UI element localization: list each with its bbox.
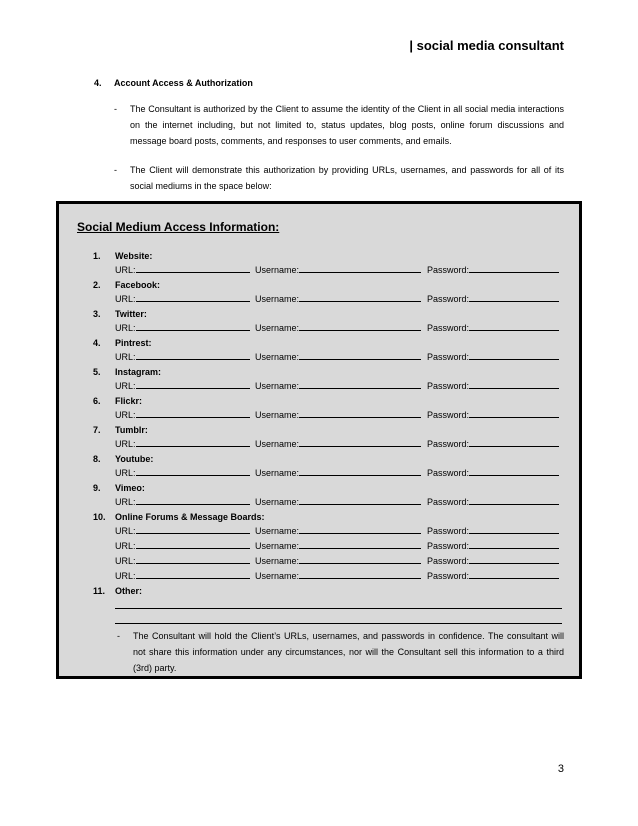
- url-blank-line[interactable]: [136, 292, 250, 302]
- url-blank-line[interactable]: [136, 524, 250, 534]
- url-field[interactable]: [115, 539, 136, 554]
- url-blank-line[interactable]: [136, 539, 250, 549]
- password-field[interactable]: [427, 554, 469, 569]
- page-number: 3: [557, 763, 564, 775]
- url-blank-line[interactable]: [136, 554, 250, 564]
- medium-heading: [59, 278, 579, 292]
- username-label: Username:: [255, 526, 300, 536]
- url-field[interactable]: [115, 321, 136, 336]
- password-label: Password:: [427, 294, 470, 304]
- password-label: Password:: [427, 265, 470, 275]
- username-blank-line[interactable]: [299, 350, 421, 360]
- password-field[interactable]: [427, 466, 469, 481]
- url-blank-line[interactable]: [136, 437, 250, 447]
- username-field[interactable]: [255, 495, 299, 510]
- username-blank-line[interactable]: [299, 554, 421, 564]
- username-field[interactable]: [255, 554, 299, 569]
- url-label: URL:: [115, 381, 136, 391]
- username-label: Username:: [255, 410, 300, 420]
- url-label: URL:: [115, 526, 136, 536]
- credential-row: [59, 263, 579, 278]
- url-field[interactable]: [115, 437, 136, 452]
- username-field[interactable]: [255, 292, 299, 307]
- url-label: URL:: [115, 556, 136, 566]
- medium-name: Tumblr:: [115, 425, 148, 435]
- medium-heading: [59, 249, 579, 263]
- section-title: Account Access & Authorization: [114, 78, 253, 88]
- password-blank-line[interactable]: [469, 321, 559, 331]
- password-blank-line[interactable]: [469, 495, 559, 505]
- username-label: Username:: [255, 294, 300, 304]
- url-field[interactable]: [115, 495, 136, 510]
- section-number: 4.: [94, 78, 102, 88]
- bullet-text: The Consultant is authorized by the Client to assume the identity of the Client in all social media interactions on the internet including, but not limited to, status updates, blog posts, online forum discussions and message board posts, comments, and responses to user comments, and emails.: [130, 104, 564, 146]
- password-blank-line[interactable]: [469, 263, 559, 273]
- medium-name: Other:: [115, 586, 142, 596]
- url-field[interactable]: [115, 569, 136, 584]
- medium-number: 10.: [93, 512, 106, 522]
- password-label: Password:: [427, 439, 470, 449]
- password-blank-line[interactable]: [469, 554, 559, 564]
- credential-row: [59, 554, 579, 569]
- medium-heading: [59, 336, 579, 350]
- username-blank-line[interactable]: [299, 539, 421, 549]
- username-field[interactable]: [255, 379, 299, 394]
- bullet-text: The Client will demonstrate this authorization by providing URLs, usernames, and passwords for all of its social mediums in the space below:: [130, 165, 564, 191]
- username-blank-line[interactable]: [299, 379, 421, 389]
- url-field[interactable]: [115, 263, 136, 278]
- username-blank-line[interactable]: [299, 466, 421, 476]
- username-blank-line[interactable]: [299, 292, 421, 302]
- password-label: Password:: [427, 571, 470, 581]
- username-field[interactable]: [255, 321, 299, 336]
- username-label: Username:: [255, 265, 300, 275]
- username-label: Username:: [255, 323, 300, 333]
- password-label: Password:: [427, 556, 470, 566]
- url-label: URL:: [115, 541, 136, 551]
- url-blank-line[interactable]: [136, 408, 250, 418]
- username-label: Username:: [255, 497, 300, 507]
- medium-number: 3.: [93, 309, 101, 319]
- credential-row: [59, 524, 579, 539]
- url-label: URL:: [115, 439, 136, 449]
- medium-number: 6.: [93, 396, 101, 406]
- medium-heading: [59, 423, 579, 437]
- url-blank-line[interactable]: [136, 263, 250, 273]
- note-dash: -: [117, 631, 120, 641]
- username-field[interactable]: [255, 408, 299, 423]
- url-blank-line[interactable]: [136, 379, 250, 389]
- medium-number: 9.: [93, 483, 101, 493]
- medium-number: 1.: [93, 251, 101, 261]
- bullet-demonstration: [114, 162, 564, 194]
- bullet-dash: -: [114, 104, 117, 114]
- username-field[interactable]: [255, 437, 299, 452]
- username-blank-line[interactable]: [299, 408, 421, 418]
- medium-heading: [59, 452, 579, 466]
- username-field[interactable]: [255, 539, 299, 554]
- password-blank-line[interactable]: [469, 379, 559, 389]
- url-field[interactable]: [115, 466, 136, 481]
- url-label: URL:: [115, 352, 136, 362]
- other-blank-line[interactable]: [59, 598, 579, 613]
- password-field[interactable]: [427, 495, 469, 510]
- other-heading: [59, 584, 579, 598]
- username-blank-line[interactable]: [299, 495, 421, 505]
- url-field[interactable]: [115, 554, 136, 569]
- bullet-authorization: [114, 101, 564, 149]
- medium-heading: [59, 510, 579, 524]
- medium-name: Pintrest:: [115, 338, 152, 348]
- medium-heading: [59, 394, 579, 408]
- page-header: | social media consultant: [409, 38, 564, 53]
- username-label: Username:: [255, 541, 300, 551]
- password-label: Password:: [427, 323, 470, 333]
- password-blank-line[interactable]: [469, 408, 559, 418]
- password-field[interactable]: [427, 379, 469, 394]
- password-label: Password:: [427, 410, 470, 420]
- url-blank-line[interactable]: [136, 321, 250, 331]
- url-label: URL:: [115, 571, 136, 581]
- url-label: URL:: [115, 294, 136, 304]
- confidentiality-note: [59, 628, 579, 676]
- medium-name: Instagram:: [115, 367, 162, 377]
- password-blank-line[interactable]: [469, 292, 559, 302]
- url-blank-line[interactable]: [136, 350, 250, 360]
- url-blank-line[interactable]: [136, 466, 250, 476]
- password-blank-line[interactable]: [469, 524, 559, 534]
- medium-heading: [59, 307, 579, 321]
- medium-name: Website:: [115, 251, 153, 261]
- username-label: Username:: [255, 556, 300, 566]
- username-blank-line[interactable]: [299, 437, 421, 447]
- medium-heading: [59, 481, 579, 495]
- medium-name: Flickr:: [115, 396, 143, 406]
- username-label: Username:: [255, 468, 300, 478]
- access-information-box: [56, 201, 582, 679]
- box-title: Social Medium Access Information:: [77, 220, 280, 234]
- other-blank-line[interactable]: [59, 613, 579, 628]
- username-label: Username:: [255, 381, 300, 391]
- medium-number: 5.: [93, 367, 101, 377]
- username-field[interactable]: [255, 569, 299, 584]
- username-blank-line[interactable]: [299, 263, 421, 273]
- password-field[interactable]: [427, 350, 469, 365]
- username-label: Username:: [255, 439, 300, 449]
- username-field[interactable]: [255, 524, 299, 539]
- medium-name: Facebook:: [115, 280, 161, 290]
- password-label: Password:: [427, 497, 470, 507]
- password-field[interactable]: [427, 524, 469, 539]
- password-field[interactable]: [427, 292, 469, 307]
- credential-row: [59, 292, 579, 307]
- username-blank-line[interactable]: [299, 524, 421, 534]
- note-text: The Consultant will hold the Client’s URLs, usernames, and passwords in confidence. The consultant will not share this information under any circumstances, nor will the Consultant sell this information to a third (3rd) party.: [133, 631, 564, 673]
- medium-name: Online Forums & Message Boards:: [115, 512, 265, 522]
- password-field[interactable]: [427, 437, 469, 452]
- username-blank-line[interactable]: [299, 321, 421, 331]
- url-field[interactable]: [115, 350, 136, 365]
- url-blank-line[interactable]: [136, 495, 250, 505]
- bullet-dash: -: [114, 165, 117, 175]
- password-field[interactable]: [427, 569, 469, 584]
- username-label: Username:: [255, 571, 300, 581]
- credential-row: [59, 466, 579, 481]
- medium-number: 4.: [93, 338, 101, 348]
- password-blank-line[interactable]: [469, 350, 559, 360]
- password-blank-line[interactable]: [469, 569, 559, 579]
- credential-row: [59, 379, 579, 394]
- url-field[interactable]: [115, 292, 136, 307]
- credential-row: [59, 437, 579, 452]
- credential-row: [59, 350, 579, 365]
- url-field[interactable]: [115, 379, 136, 394]
- url-field[interactable]: [115, 524, 136, 539]
- medium-number: 7.: [93, 425, 101, 435]
- username-field[interactable]: [255, 466, 299, 481]
- credential-row: [59, 539, 579, 554]
- password-field[interactable]: [427, 539, 469, 554]
- medium-number: 11.: [93, 586, 106, 596]
- credential-row: [59, 408, 579, 423]
- password-label: Password:: [427, 352, 470, 362]
- password-blank-line[interactable]: [469, 437, 559, 447]
- medium-heading: [59, 365, 579, 379]
- password-label: Password:: [427, 468, 470, 478]
- password-label: Password:: [427, 541, 470, 551]
- username-blank-line[interactable]: [299, 569, 421, 579]
- username-field[interactable]: [255, 263, 299, 278]
- password-blank-line[interactable]: [469, 466, 559, 476]
- medium-name: Youtube:: [115, 454, 154, 464]
- url-field[interactable]: [115, 408, 136, 423]
- url-label: URL:: [115, 497, 136, 507]
- username-field[interactable]: [255, 350, 299, 365]
- credential-row: [59, 569, 579, 584]
- url-label: URL:: [115, 468, 136, 478]
- medium-number: 8.: [93, 454, 101, 464]
- url-label: URL:: [115, 410, 136, 420]
- credential-row: [59, 495, 579, 510]
- url-label: URL:: [115, 265, 136, 275]
- url-label: URL:: [115, 323, 136, 333]
- password-field[interactable]: [427, 408, 469, 423]
- url-blank-line[interactable]: [136, 569, 250, 579]
- password-blank-line[interactable]: [469, 539, 559, 549]
- medium-number: 2.: [93, 280, 101, 290]
- password-label: Password:: [427, 526, 470, 536]
- password-field[interactable]: [427, 321, 469, 336]
- medium-name: Twitter:: [115, 309, 147, 319]
- access-list: [59, 249, 579, 676]
- credential-row: [59, 321, 579, 336]
- section-heading: [94, 78, 253, 88]
- username-label: Username:: [255, 352, 300, 362]
- password-field[interactable]: [427, 263, 469, 278]
- medium-name: Vimeo:: [115, 483, 145, 493]
- password-label: Password:: [427, 381, 470, 391]
